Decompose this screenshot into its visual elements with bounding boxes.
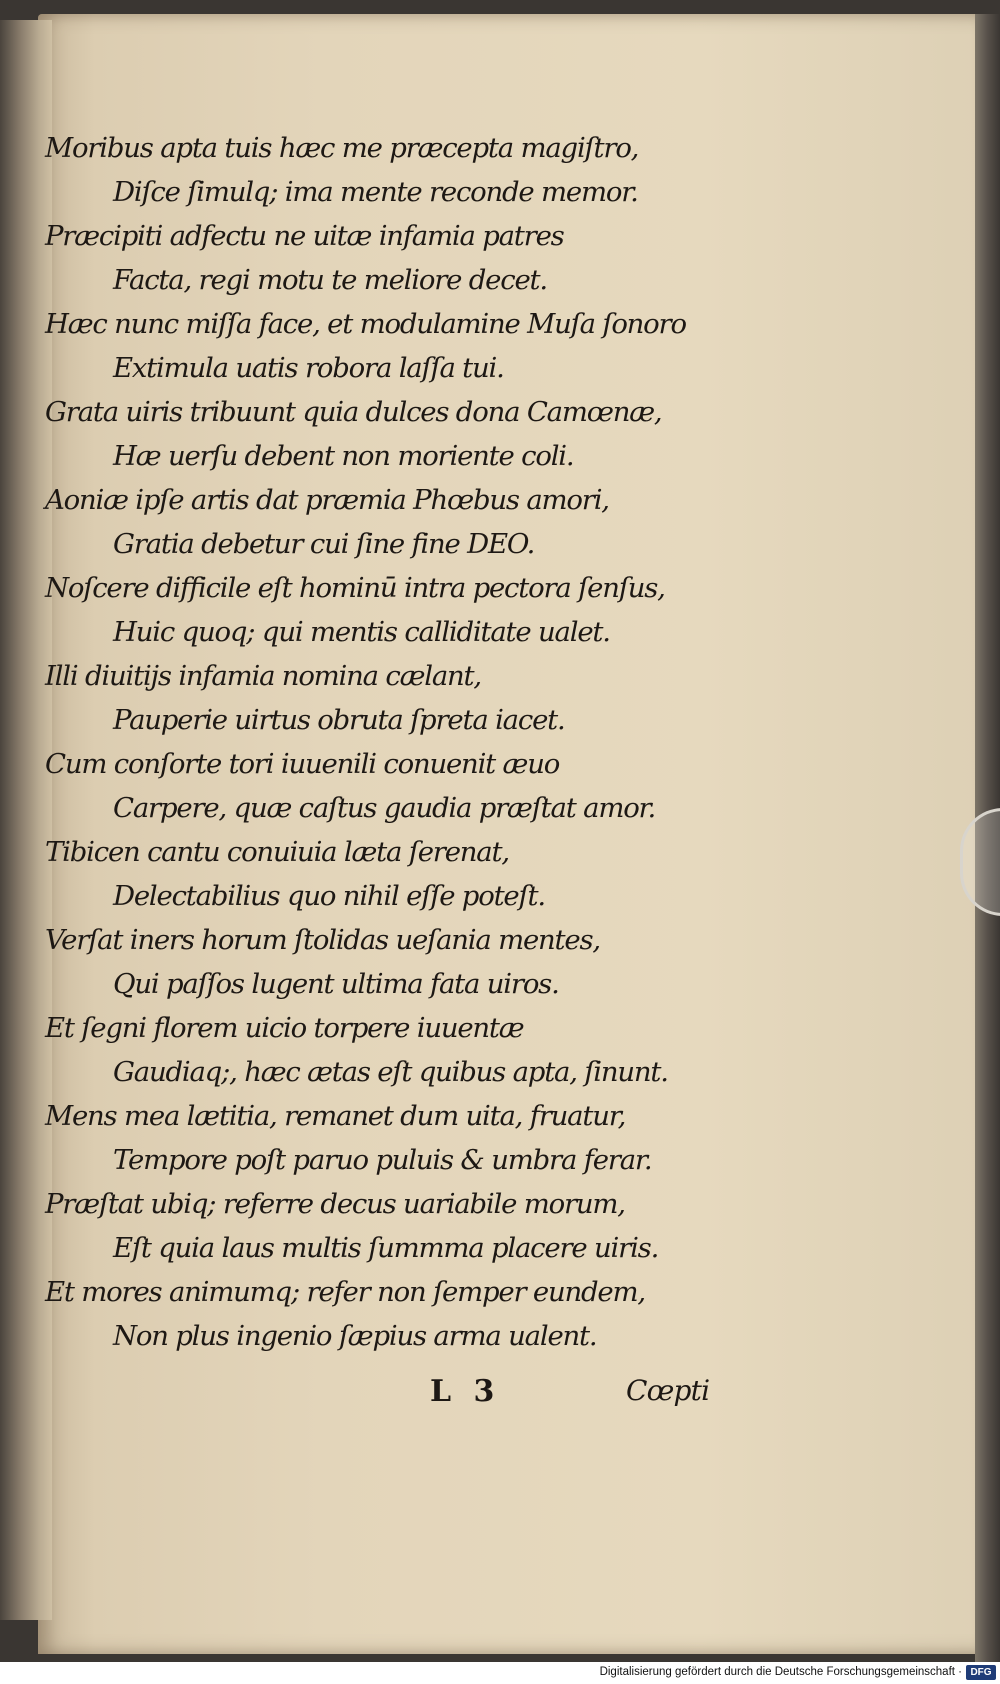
verse-line: Cum conſorte tori iuuenili conuenit æuo [45, 748, 560, 780]
verse-line: Diſce ſimulq; ima mente reconde memor. [113, 176, 638, 208]
verse-line: Extimula uatis robora laſſa tui. [113, 352, 504, 384]
verse-line: Et ſegni florem uicio torpere iuuentæ [45, 1012, 524, 1044]
verse-line: Pauperie uirtus obruta ſpreta iacet. [113, 704, 565, 736]
verse-line: Moribus apta tuis hæc me præcepta magiſtro, [45, 132, 639, 164]
verse-line: Eſt quia laus multis ſummma placere uiris. [113, 1232, 659, 1264]
verse-line: Tibicen cantu conuiuia læta ſerenat, [45, 836, 509, 868]
verse-line: Verſat iners horum ſtolidas ueſania mentes, [45, 924, 600, 956]
verse-line: Præcipiti adfectu ne uitæ infamia patres [45, 220, 564, 252]
verse-line: Hæ uerſu debent non moriente coli. [113, 440, 574, 472]
verse-line: Huic quoq; qui mentis calliditate ualet. [113, 616, 610, 648]
verse-line: Qui paſſos lugent ultima fata uiros. [113, 968, 559, 1000]
verse-line: Carpere, quæ caſtus gaudia præſtat amor. [113, 792, 656, 824]
verse-line: Et mores animumq; refer non ſemper eundem, [45, 1276, 645, 1308]
verse-line: Hæc nunc miſſa face, et modulamine Muſa ſonoro [45, 308, 686, 340]
verse-line: Mens mea lætitia, remanet dum uita, fruatur, [45, 1100, 626, 1132]
verse-line: Noſcere difficile eſt hominū intra pectora ſenſus, [45, 572, 665, 604]
signature-mark: L 3 [430, 1374, 501, 1409]
verse-line: Aoniæ ipſe artis dat præmia Phœbus amori, [45, 484, 609, 516]
verse-line: Tempore poſt paruo puluis & umbra ferar. [113, 1144, 652, 1176]
verse-line: Gratia debetur cui ſine fine DEO. [113, 528, 535, 560]
footer-bar [0, 1662, 1000, 1684]
verse-line: Illi diuitijs infamia nomina cælant, [45, 660, 481, 692]
dfg-logo: DFG [966, 1665, 996, 1680]
verse-line: Gaudiaq;, hæc ætas eſt quibus apta, ſinunt. [113, 1056, 668, 1088]
verse-line: Delectabilius quo nihil eſſe poteſt. [113, 880, 545, 912]
verse-line: Facta, regi motu te meliore decet. [113, 264, 547, 296]
verse-text [45, 126, 745, 1358]
verse-line: Præſtat ubiq; referre decus uariabile morum, [45, 1188, 625, 1220]
funding-credit: Digitalisierung gefördert durch die Deutsche Forschungsgemeinschaft · [599, 1666, 962, 1678]
catchword: Cœpti [626, 1374, 710, 1407]
verse-line: Grata uiris tribuunt quia dulces dona Camœnæ, [45, 396, 662, 428]
verse-line: Non plus ingenio ſæpius arma ualent. [113, 1320, 597, 1352]
